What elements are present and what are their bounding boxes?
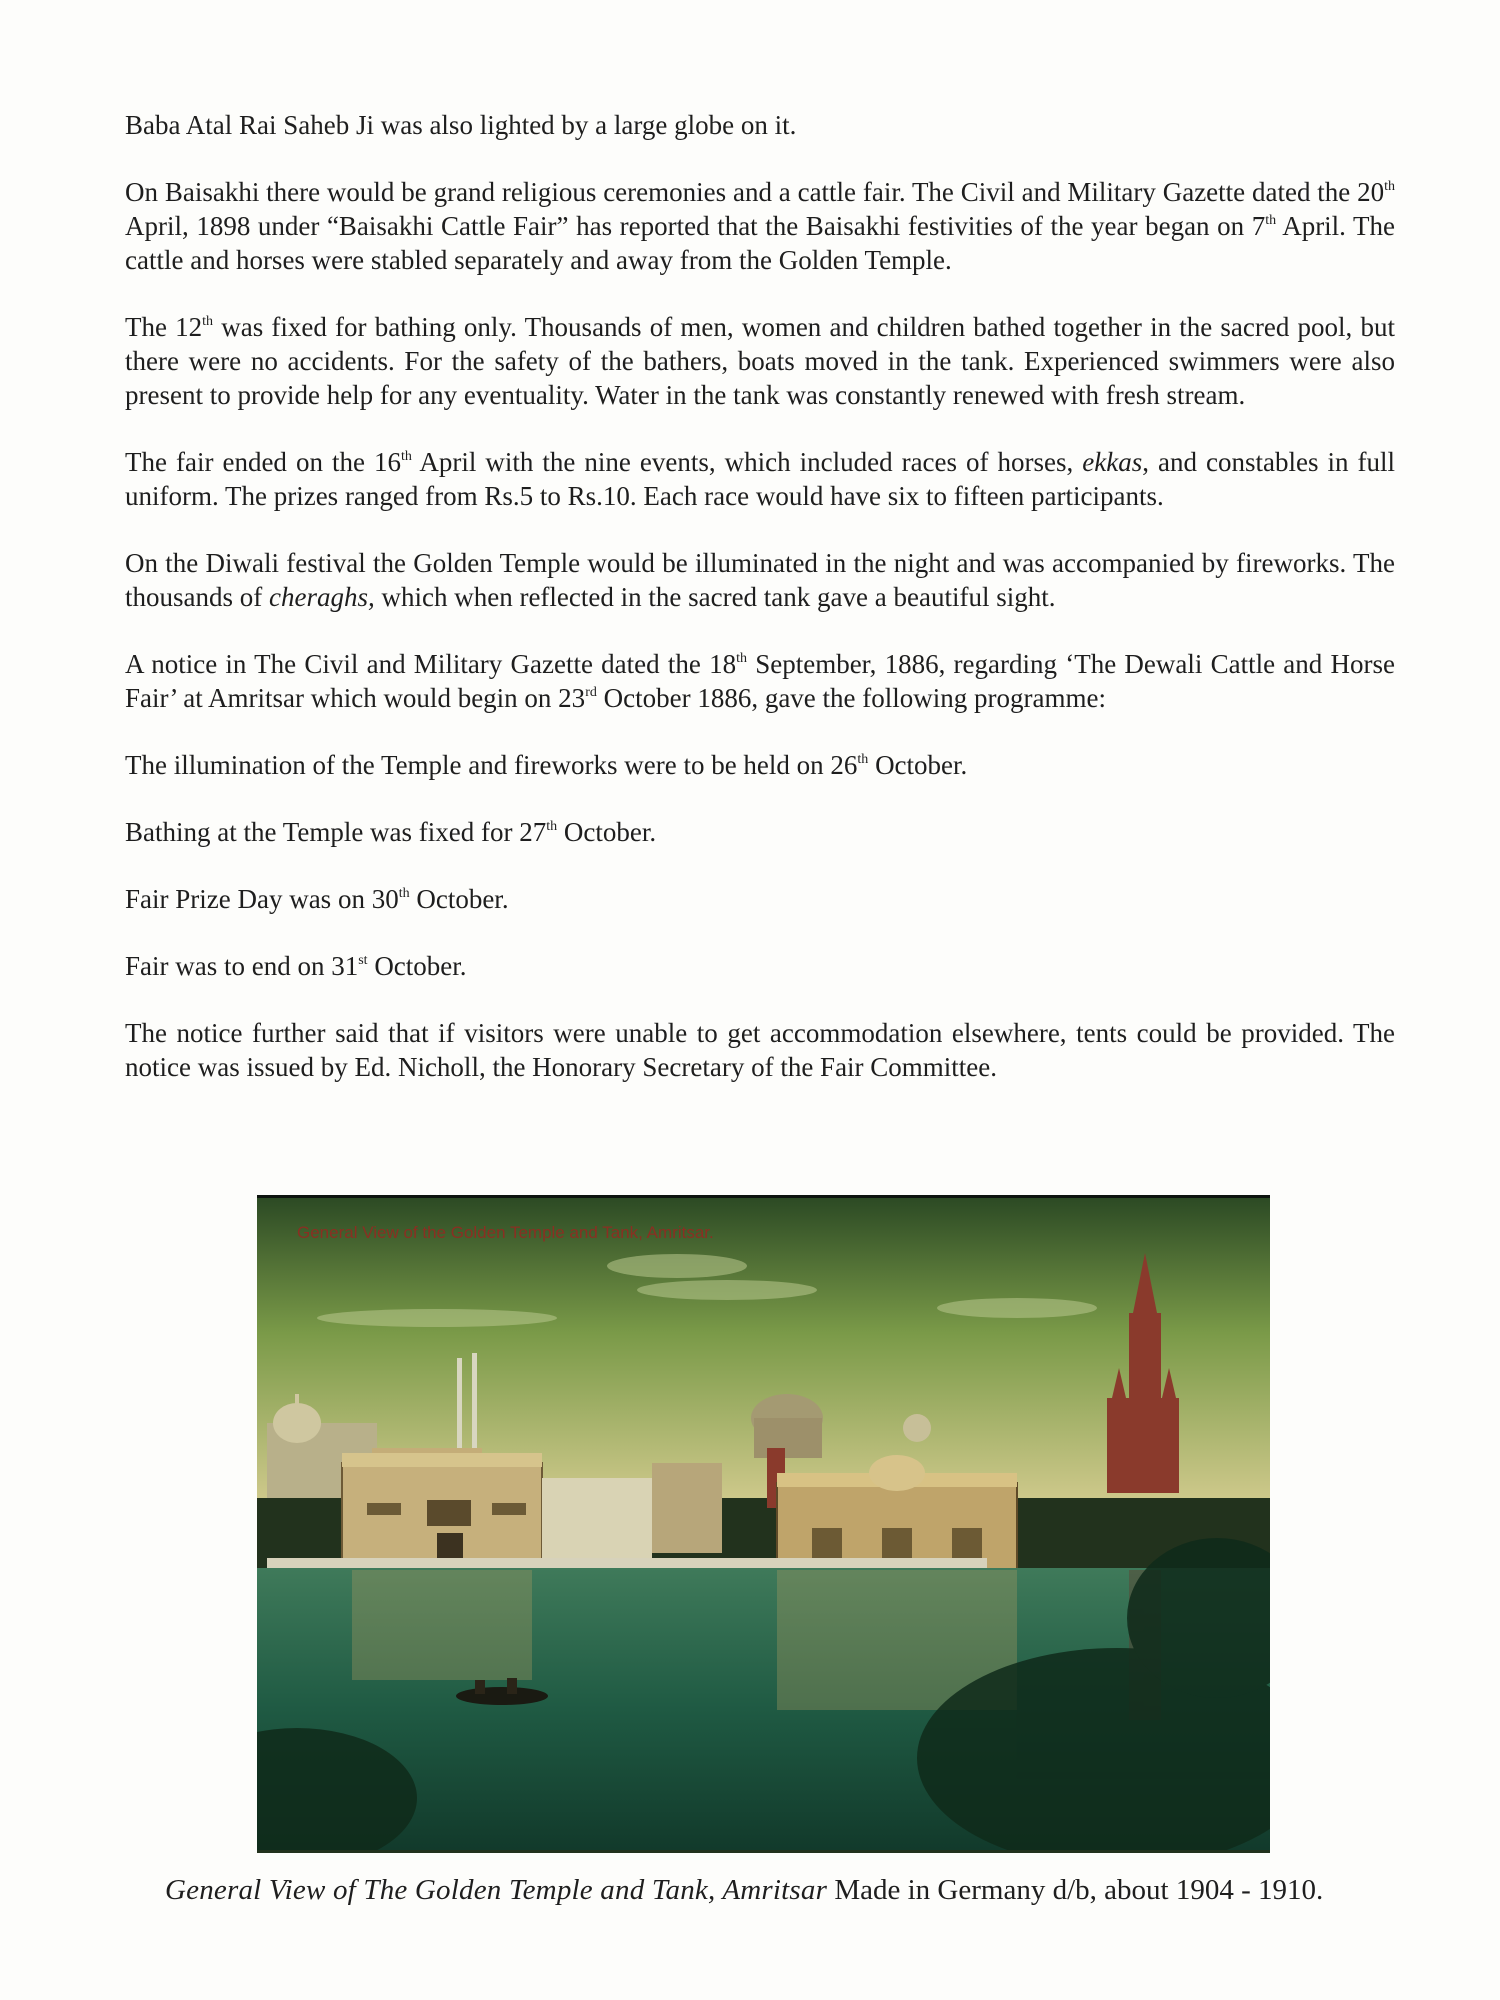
paragraph-5: On the Diwali festival the Golden Temple would be illuminated in the night and was accompanied by fireworks. The thousands of cheraghs, which when reflected in the sacred tank gave a beautiful sight. (125, 548, 1395, 612)
body-text (125, 108, 1395, 1117)
paragraph-1: Baba Atal Rai Saheb Ji was also lighted by a large globe on it. (125, 110, 797, 140)
paragraph-7: The illumination of the Temple and fireworks were to be held on 26th October. (125, 750, 968, 780)
postcard-image (257, 1195, 1270, 1853)
postcard-title: General View of the Golden Temple and Tank, Amritsar. (297, 1223, 714, 1242)
paragraph-2: On Baisakhi there would be grand religious ceremonies and a cattle fair. The Civil and Military Gazette dated the 20th April, 1898 under “Baisakhi Cattle Fair” has reported that the Baisakhi festivities of the year began on 7th April. The cattle and horses were stabled separately and away from the Golden Temple. (125, 177, 1396, 275)
paragraph-8: Bathing at the Temple was fixed for 27th October. (125, 817, 657, 847)
paragraph-11: The notice further said that if visitors were unable to get accommodation elsewhere, tents could be provided. The notice was issued by Ed. Nicholl, the Honorary Secretary of the Fair Committee. (125, 1018, 1395, 1082)
figure-caption (165, 1872, 1365, 1908)
caption-title: General View of The Golden Temple and Tank, Amritsar (165, 1874, 828, 1906)
paragraph-9: Fair Prize Day was on 30th October. (125, 884, 509, 914)
golden-temple-postcard (257, 1198, 1270, 1850)
paragraph-4: The fair ended on the 16th April with the nine events, which included races of horses, ekkas, and constables in full uniform. The prizes ranged from Rs.5 to Rs.10. Each race would have six to fifteen participants. (125, 447, 1396, 511)
paragraph-3: The 12th was fixed for bathing only. Thousands of men, women and children bathed together in the sacred pool, but there were no accidents. For the safety of the bathers, boats moved in the tank. Experienced swimmers were also present to provide help for any eventuality. Water in the tank was constantly renewed with fresh stream. (125, 312, 1395, 410)
paragraph-10: Fair was to end on 31st October. (125, 951, 467, 981)
gateway-building (342, 1453, 542, 1568)
caption-details: Made in Germany d/b, about 1904 - 1910. (827, 1874, 1324, 1906)
paragraph-6: A notice in The Civil and Military Gazette dated the 18th September, 1886, regarding ‘The Dewali Cattle and Horse Fair’ at Amritsar which would begin on 23rd October 1886, gave the following programme: (125, 649, 1395, 713)
